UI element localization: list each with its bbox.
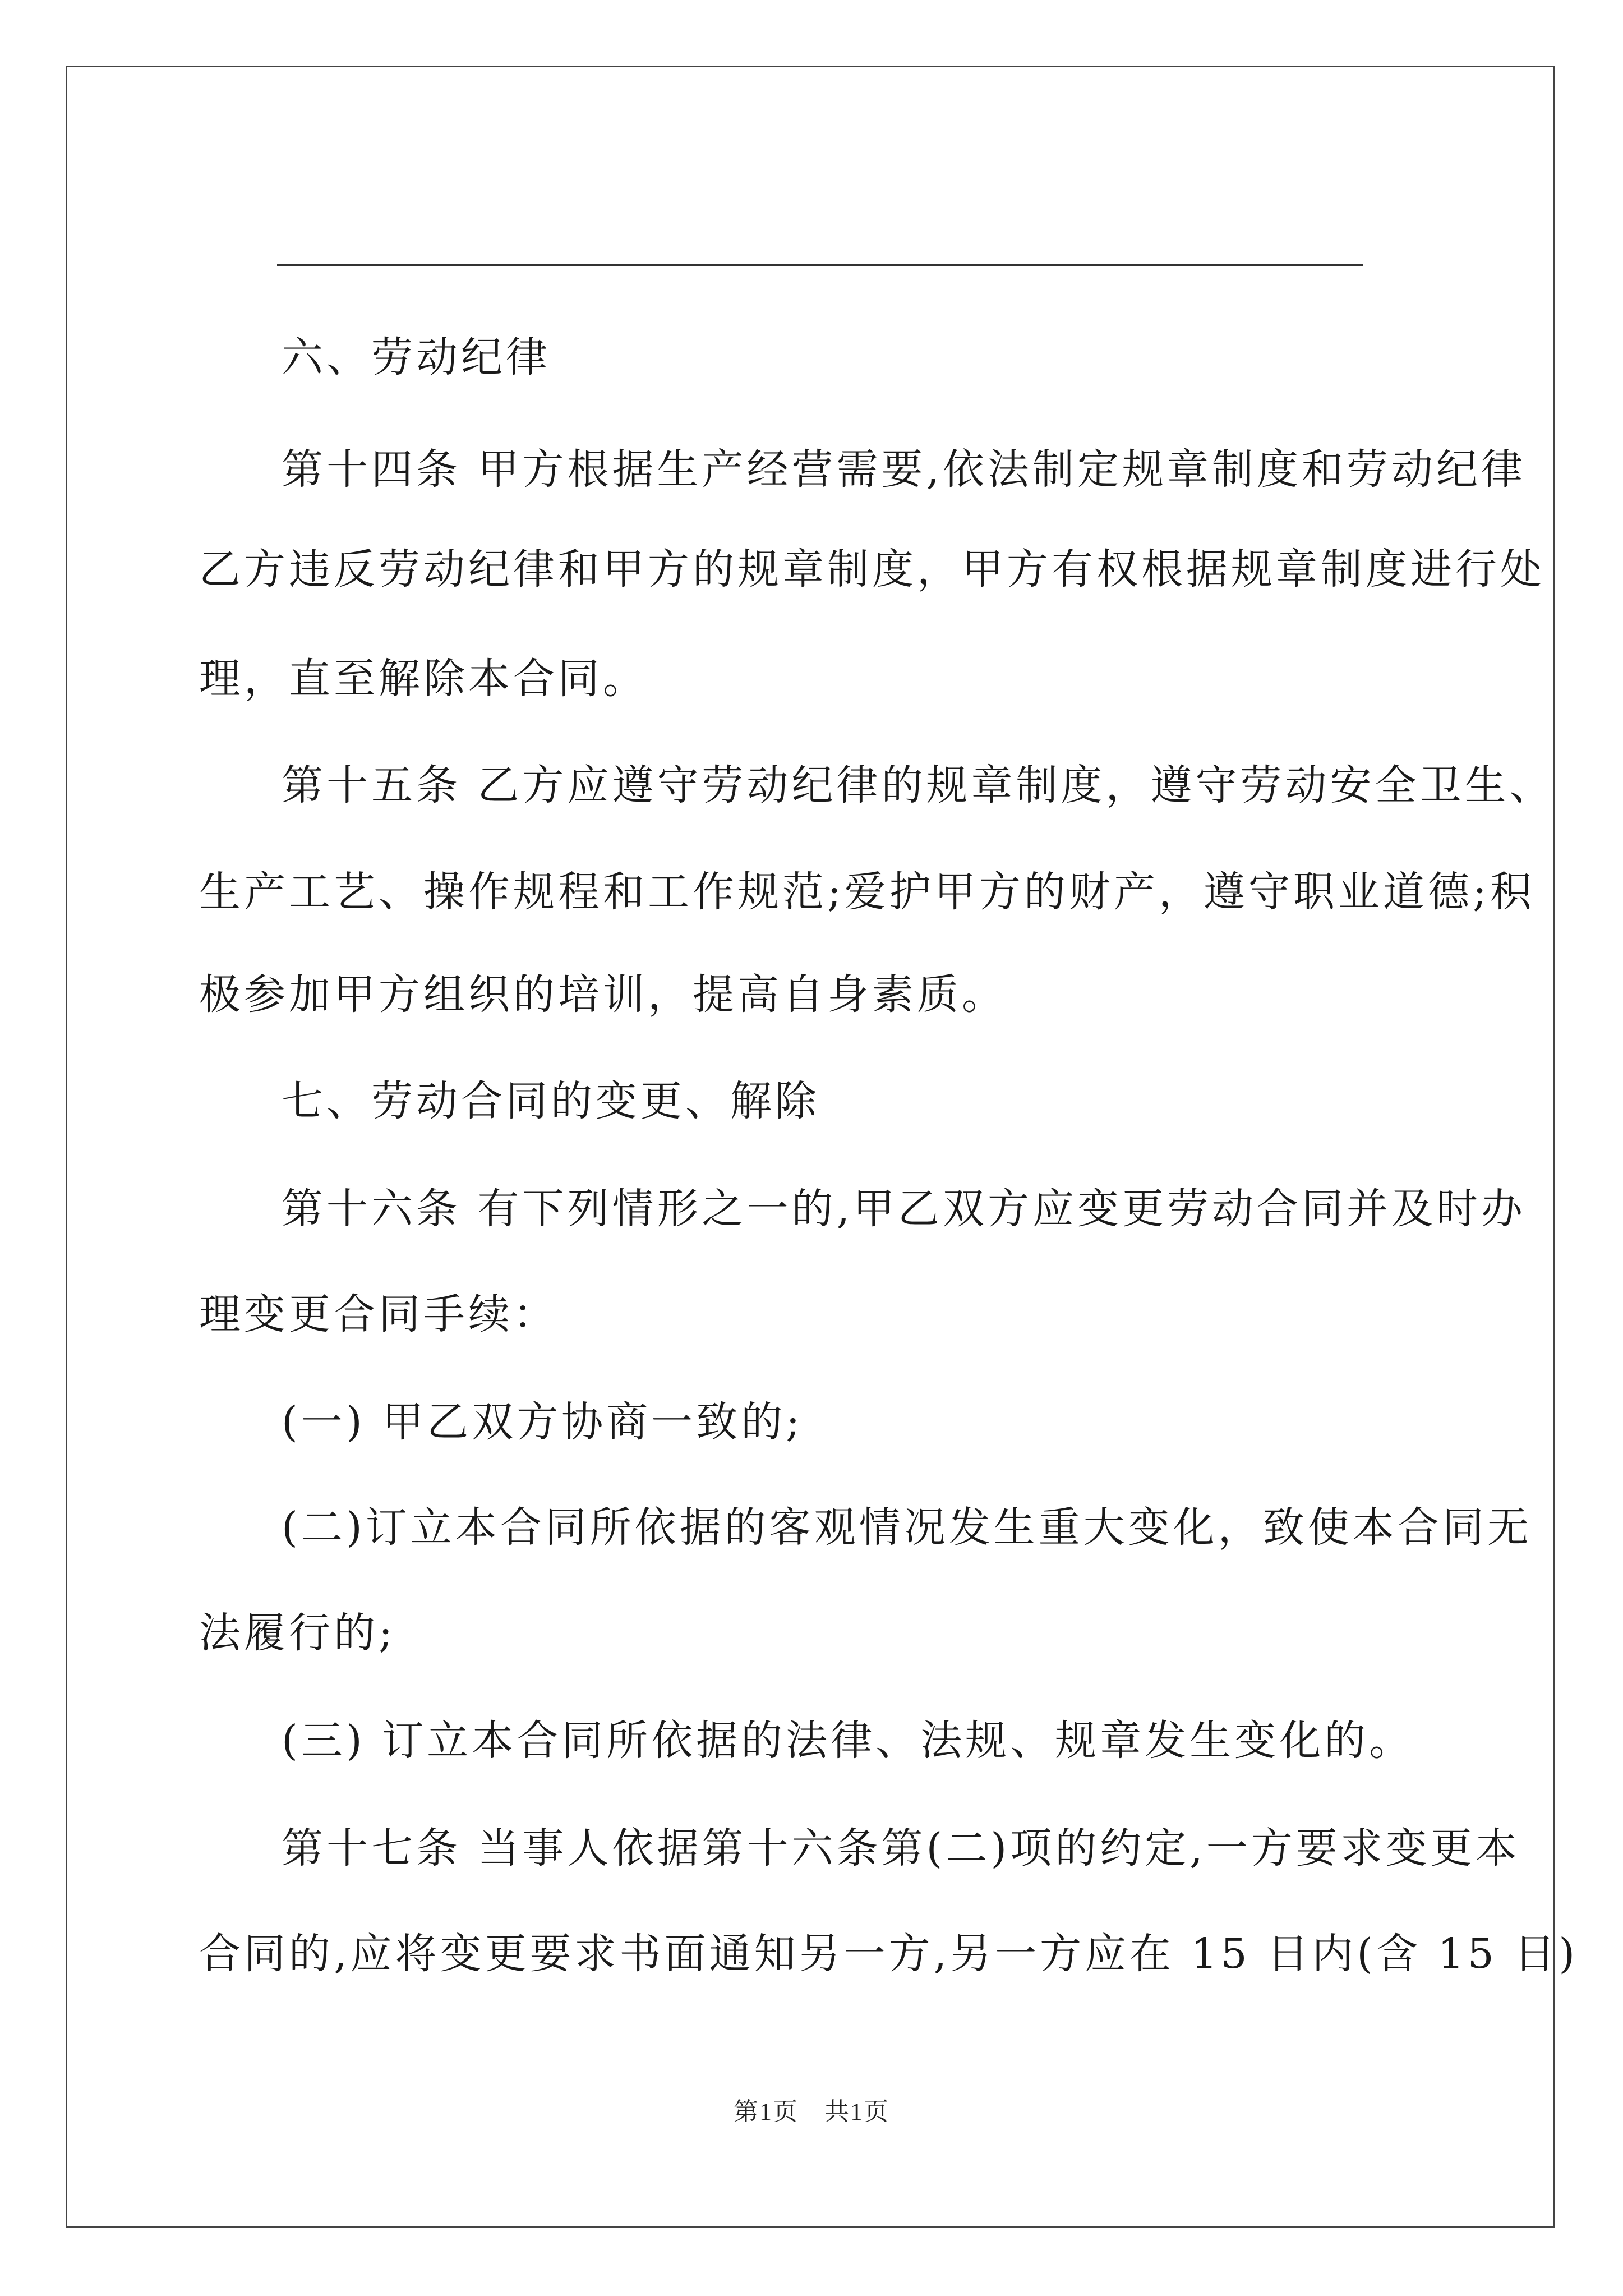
section-heading-contract-change: 七、劳动合同的变更、解除: [282, 1077, 820, 1125]
article-14-line-2: 乙方违反劳动纪律和甲方的规章制度，甲方有权根据规章制度进行处: [199, 545, 1545, 593]
article-15-line-1: 第十五条 乙方应遵守劳动纪律的规章制度，遵守劳动安全卫生、: [282, 761, 1555, 809]
page-border: [66, 66, 1555, 2228]
article-14-line-1: 第十四条 甲方根据生产经营需要,依法制定规章制度和劳动纪律: [282, 445, 1527, 494]
article-15-line-2: 生产工艺、操作规程和工作规范;爱护甲方的财产，遵守职业道德;积: [199, 868, 1535, 916]
article-16-line-1: 第十六条 有下列情形之一的,甲乙双方应变更劳动合同并及时办: [282, 1185, 1527, 1233]
article-16-line-2: 理变更合同手续：: [199, 1290, 558, 1338]
page-number-footer: 第1页 共1页: [734, 2098, 889, 2125]
list-item-2-line-1: (二)订立本合同所依据的客观情况发生重大变化，致使本合同无: [282, 1503, 1532, 1552]
article-17-line-1: 第十七条 当事人依据第十六条第(二)项的约定,一方要求变更本: [282, 1824, 1520, 1872]
article-17-line-2: 合同的,应将变更要求书面通知另一方,另一方应在 15 日内(含 15 日): [199, 1930, 1579, 1978]
list-item-3: (三) 订立本合同所依据的法律、法规、规章发生变化的。: [282, 1717, 1414, 1765]
list-item-1: (一) 甲乙双方协商一致的;: [282, 1398, 804, 1446]
list-item-2-line-2: 法履行的;: [199, 1609, 396, 1657]
section-heading-labor-discipline: 六、劳动纪律: [282, 333, 551, 381]
header-rule: [277, 264, 1363, 266]
article-15-line-3: 极参加甲方组织的培训，提高自身素质。: [199, 970, 1007, 1019]
article-14-line-3: 理，直至解除本合同。: [199, 655, 648, 703]
